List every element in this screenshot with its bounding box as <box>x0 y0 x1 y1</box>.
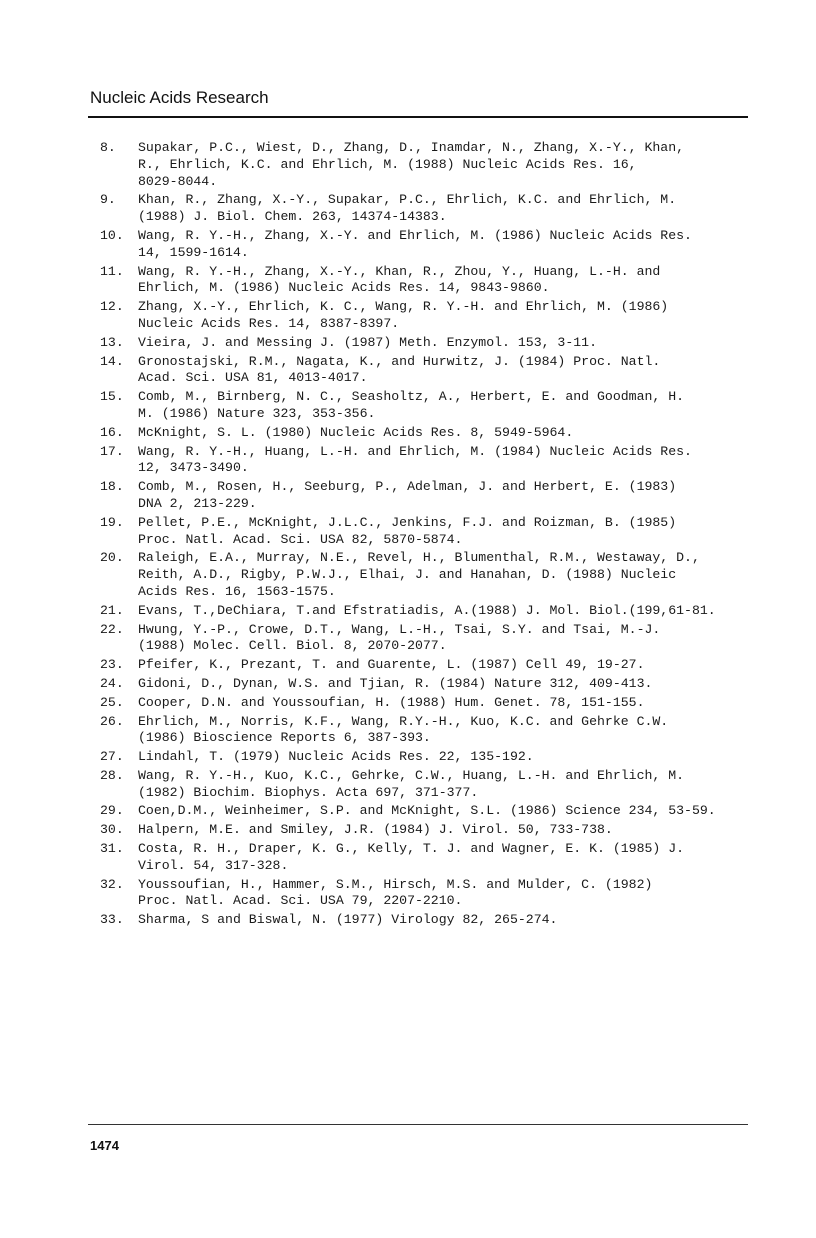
reference-text: Raleigh, E.A., Murray, N.E., Revel, H., Blumenthal, R.M., Westaway, D., Reith, A.D., Rigby, P.W.J., Elhai, J. and Hanahan, D. (1988) Nucleic Acids Res. 16, 1563-1575. <box>138 550 700 599</box>
reference-text: Evans, T.,DeChiara, T.and Efstratiadis, A.(1988) J. Mol. Biol.(199,61-81. <box>138 602 716 618</box>
reference-number: 23. <box>100 657 124 673</box>
reference-item <box>100 803 760 820</box>
reference-text: Comb, M., Rosen, H., Seeburg, P., Adelman, J. and Herbert, E. (1983) DNA 2, 213-229. <box>138 479 677 511</box>
header-rule <box>88 116 748 118</box>
reference-number: 26. <box>100 713 124 729</box>
reference-text: Pfeifer, K., Prezant, T. and Guarente, L. (1987) Cell 49, 19-27. <box>138 657 645 673</box>
reference-item <box>100 622 760 656</box>
reference-item <box>100 228 760 262</box>
reference-number: 27. <box>100 749 124 765</box>
reference-item <box>100 335 760 352</box>
reference-number: 19. <box>100 514 124 530</box>
reference-number: 18. <box>100 479 124 495</box>
reference-number: 10. <box>100 227 124 243</box>
reference-number: 24. <box>100 675 124 691</box>
reference-number: 13. <box>100 334 124 350</box>
reference-text: Wang, R. Y.-H., Zhang, X.-Y., Khan, R., Zhou, Y., Huang, L.-H. and Ehrlich, M. (1986) Nucleic Acids Res. 14, 9843-9860. <box>138 263 661 296</box>
reference-number: 32. <box>100 876 124 892</box>
reference-item <box>100 425 760 442</box>
reference-number: 8. <box>100 140 116 155</box>
reference-number: 21. <box>100 602 124 618</box>
reference-text: Supakar, P.C., Wiest, D., Zhang, D., Inamdar, N., Zhang, X.-Y., Khan, R., Ehrlich, K.C. and Ehrlich, M. (1988) Nucleic Acids Res. 16, 8029-8044. <box>138 140 685 189</box>
reference-text: Pellet, P.E., McKnight, J.L.C., Jenkins, F.J. and Roizman, B. (1985) Proc. Natl. Acad. Sci. USA 82, 5870-5874. <box>138 514 677 547</box>
reference-number: 12. <box>100 299 124 315</box>
reference-text: Costa, R. H., Draper, K. G., Kelly, T. J. and Wagner, E. K. (1985) J. Virol. 54, 317-328. <box>138 841 685 873</box>
reference-number: 22. <box>100 621 124 637</box>
reference-number: 29. <box>100 803 124 819</box>
reference-text: Gronostajski, R.M., Nagata, K., and Hurwitz, J. (1984) Proc. Natl. Acad. Sci. USA 81, 4013-4017. <box>138 353 661 386</box>
reference-number: 31. <box>100 841 124 857</box>
reference-text: Comb, M., Birnberg, N. C., Seasholtz, A., Herbert, E. and Goodman, H. M. (1986) Nature 323, 353-356. <box>138 389 685 421</box>
reference-item <box>100 192 760 226</box>
reference-item <box>100 768 760 802</box>
reference-text: Wang, R. Y.-H., Kuo, K.C., Gehrke, C.W., Huang, L.-H. and Ehrlich, M. (1982) Biochim. Biophys. Acta 697, 371-377. <box>138 767 685 800</box>
reference-item <box>100 695 760 712</box>
reference-text: Hwung, Y.-P., Crowe, D.T., Wang, L.-H., Tsai, S.Y. and Tsai, M.-J. (1988) Molec. Cell. Biol. 8, 2070-2077. <box>138 621 661 654</box>
reference-text: Khan, R., Zhang, X.-Y., Supakar, P.C., Ehrlich, K.C. and Ehrlich, M. (1988) J. Biol. Chem. 263, 14374-14383. <box>138 192 677 225</box>
reference-item <box>100 603 760 620</box>
reference-item <box>100 749 760 766</box>
reference-text: Lindahl, T. (1979) Nucleic Acids Res. 22, 135-192. <box>138 749 534 765</box>
reference-number: 15. <box>100 389 124 405</box>
reference-text: Halpern, M.E. and Smiley, J.R. (1984) J. Virol. 50, 733-738. <box>138 822 613 838</box>
reference-item <box>100 657 760 674</box>
reference-text: Wang, R. Y.-H., Zhang, X.-Y. and Ehrlich, M. (1986) Nucleic Acids Res. 14, 1599-1614. <box>138 227 692 260</box>
reference-item <box>100 140 760 190</box>
reference-text: McKnight, S. L. (1980) Nucleic Acids Res. 8, 5949-5964. <box>138 424 574 440</box>
reference-text: Vieira, J. and Messing J. (1987) Meth. Enzymol. 153, 3-11. <box>138 334 597 350</box>
reference-text: Youssoufian, H., Hammer, S.M., Hirsch, M.S. and Mulder, C. (1982) Proc. Natl. Acad. Sci. USA 79, 2207-2210. <box>138 876 653 909</box>
reference-number: 25. <box>100 694 124 710</box>
reference-item <box>100 515 760 549</box>
reference-item <box>100 264 760 298</box>
reference-number: 20. <box>100 550 124 566</box>
reference-item <box>100 444 760 478</box>
journal-title: Nucleic Acids Research <box>90 88 269 107</box>
reference-item <box>100 714 760 748</box>
reference-number: 11. <box>100 263 124 279</box>
reference-text: Sharma, S and Biswal, N. (1977) Virology 82, 265-274. <box>138 912 558 928</box>
reference-text: Ehrlich, M., Norris, K.F., Wang, R.Y.-H., Kuo, K.C. and Gehrke C.W. (1986) Bioscience Reports 6, 387-393. <box>138 713 669 746</box>
reference-number: 30. <box>100 822 124 838</box>
reference-number: 17. <box>100 443 124 459</box>
reference-text: Wang, R. Y.-H., Huang, L.-H. and Ehrlich, M. (1984) Nucleic Acids Res. 12, 3473-3490. <box>138 443 692 476</box>
footer-rule <box>88 1124 748 1125</box>
page-number: 1474 <box>90 1138 119 1153</box>
reference-number: 9. <box>100 192 116 208</box>
reference-item <box>100 912 760 929</box>
reference-text: Coen,D.M., Weinheimer, S.P. and McKnight, S.L. (1986) Science 234, 53-59. <box>138 803 716 819</box>
reference-item <box>100 354 760 388</box>
reference-item <box>100 841 760 875</box>
reference-item <box>100 550 760 600</box>
reference-item <box>100 676 760 693</box>
reference-list <box>100 140 760 930</box>
reference-item <box>100 479 760 513</box>
reference-item <box>100 822 760 839</box>
reference-text: Zhang, X.-Y., Ehrlich, K. C., Wang, R. Y.-H. and Ehrlich, M. (1986) Nucleic Acids Res. 14, 8387-8397. <box>138 299 669 331</box>
reference-text: Gidoni, D., Dynan, W.S. and Tjian, R. (1984) Nature 312, 409-413. <box>138 675 653 691</box>
reference-item <box>100 389 760 423</box>
reference-number: 28. <box>100 767 124 783</box>
reference-item <box>100 299 760 333</box>
reference-number: 14. <box>100 353 124 369</box>
reference-item <box>100 877 760 911</box>
reference-number: 16. <box>100 424 124 440</box>
reference-text: Cooper, D.N. and Youssoufian, H. (1988) Hum. Genet. 78, 151-155. <box>138 694 645 710</box>
reference-number: 33. <box>100 912 124 928</box>
